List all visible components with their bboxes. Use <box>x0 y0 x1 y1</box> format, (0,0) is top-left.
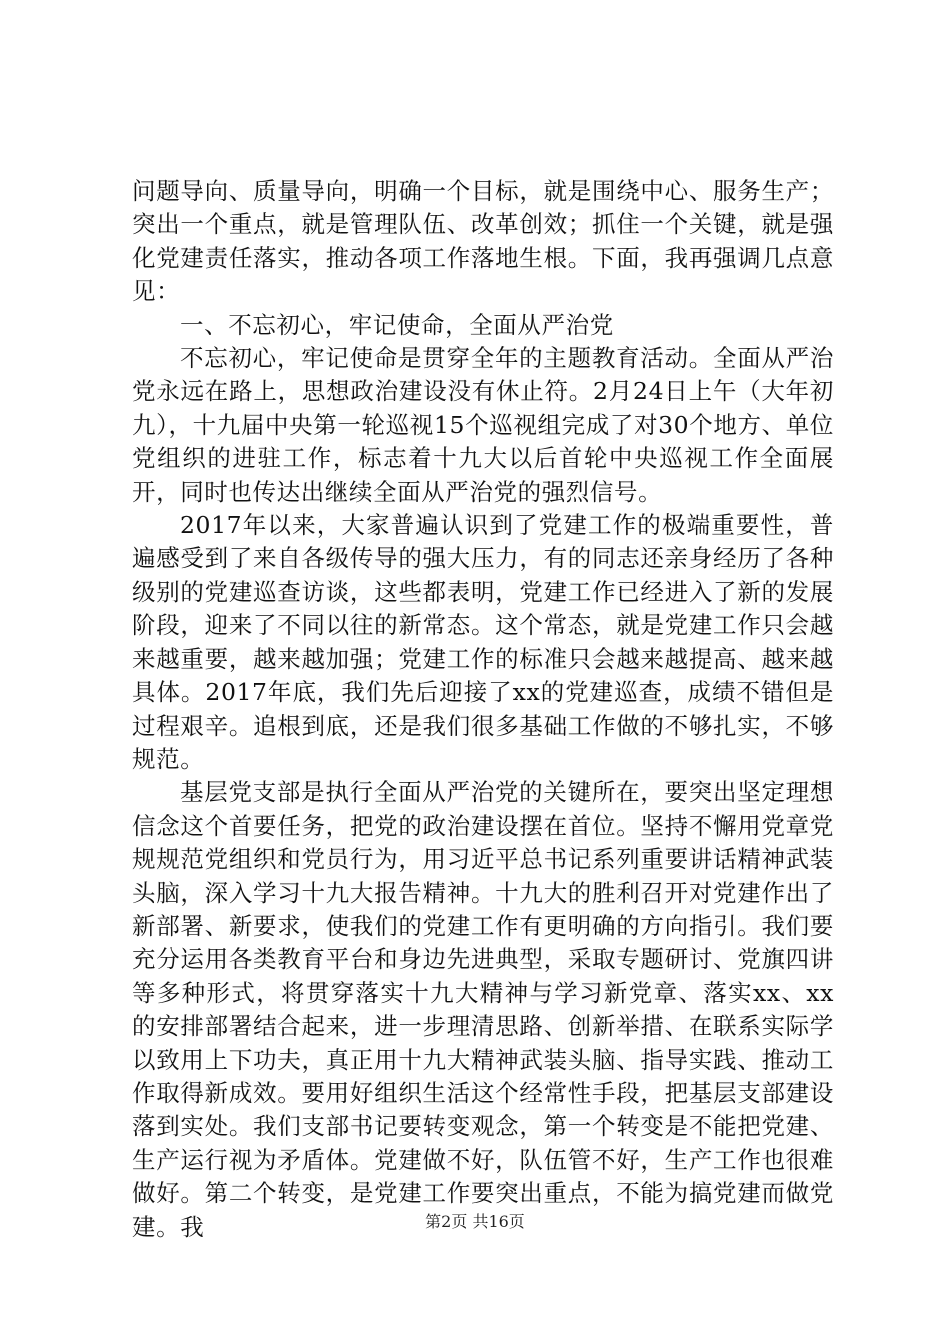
section-heading: 一、不忘初心，牢记使命，全面从严治党 <box>180 310 614 339</box>
paragraph: 2017年以来，大家普遍认识到了党建工作的极端重要性，普遍感受到了来自各级传导的强大压力，有的同志还亲身经历了各种级别的党建巡查访谈，这些都表明，党建工作已经进入了新的发展阶段，迎来了不同以往的新常态。这个常态，就是党建工作只会越来越重要，越来越加强；党建工作的标准只会越来越提高、越来越具体。2017年底，我们先后迎接了xx的党建巡查，成绩不错但是过程艰辛。追根到底，还是我们很多基础工作做的不够扎实，不够规范。 <box>132 511 834 773</box>
page-footer: 第2页 共16页 <box>425 1212 525 1231</box>
document-body <box>132 175 834 1244</box>
paragraph-continued: 问题导向、质量导向，明确一个目标，就是围绕中心、服务生产；突出一个重点，就是管理队伍、改革创效；抓住一个关键，就是强化党建责任落实，推动各项工作落地生根。下面，我再强调几点意见： <box>132 177 834 306</box>
paragraph: 基层党支部是执行全面从严治党的关键所在，要突出坚定理想信念这个首要任务，把党的政治建设摆在首位。坚持不懈用党章党规规范党组织和党员行为，用习近平总书记系列重要讲话精神武装头脑，深入学习十九大报告精神。十九大的胜利召开对党建作出了新部署、新要求，使我们的党建工作有更明确的方向指引。我们要充分运用各类教育平台和身边先进典型，采取专题研讨、党旗四讲等多种形式，将贯穿落实十九大精神与学习新党章、落实xx、xx的安排部署结合起来，进一步理清思路、创新举措、在联系实际学以致用上下功夫，真正用十九大精神武装头脑、指导实践、推动工作取得新成效。要用好组织生活这个经常性手段，把基层支部建设落到实处。我们支部书记要转变观念，第一个转变是不能把党建、生产运行视为矛盾体。党建做不好，队伍管不好，生产工作也很难做好。第二个转变，是党建工作要突出重点，不能为搞党建而做党建。我 <box>132 778 834 1241</box>
paragraph: 不忘初心，牢记使命是贯穿全年的主题教育活动。全面从严治党永远在路上，思想政治建设没有休止符。2月24日上午（大年初九），十九届中央第一轮巡视15个巡视组完成了对30个地方、单位党组织的进驻工作，标志着十九大以后首轮中央巡视工作全面展开，同时也传达出继续全面从严治党的强烈信号。 <box>132 344 834 506</box>
